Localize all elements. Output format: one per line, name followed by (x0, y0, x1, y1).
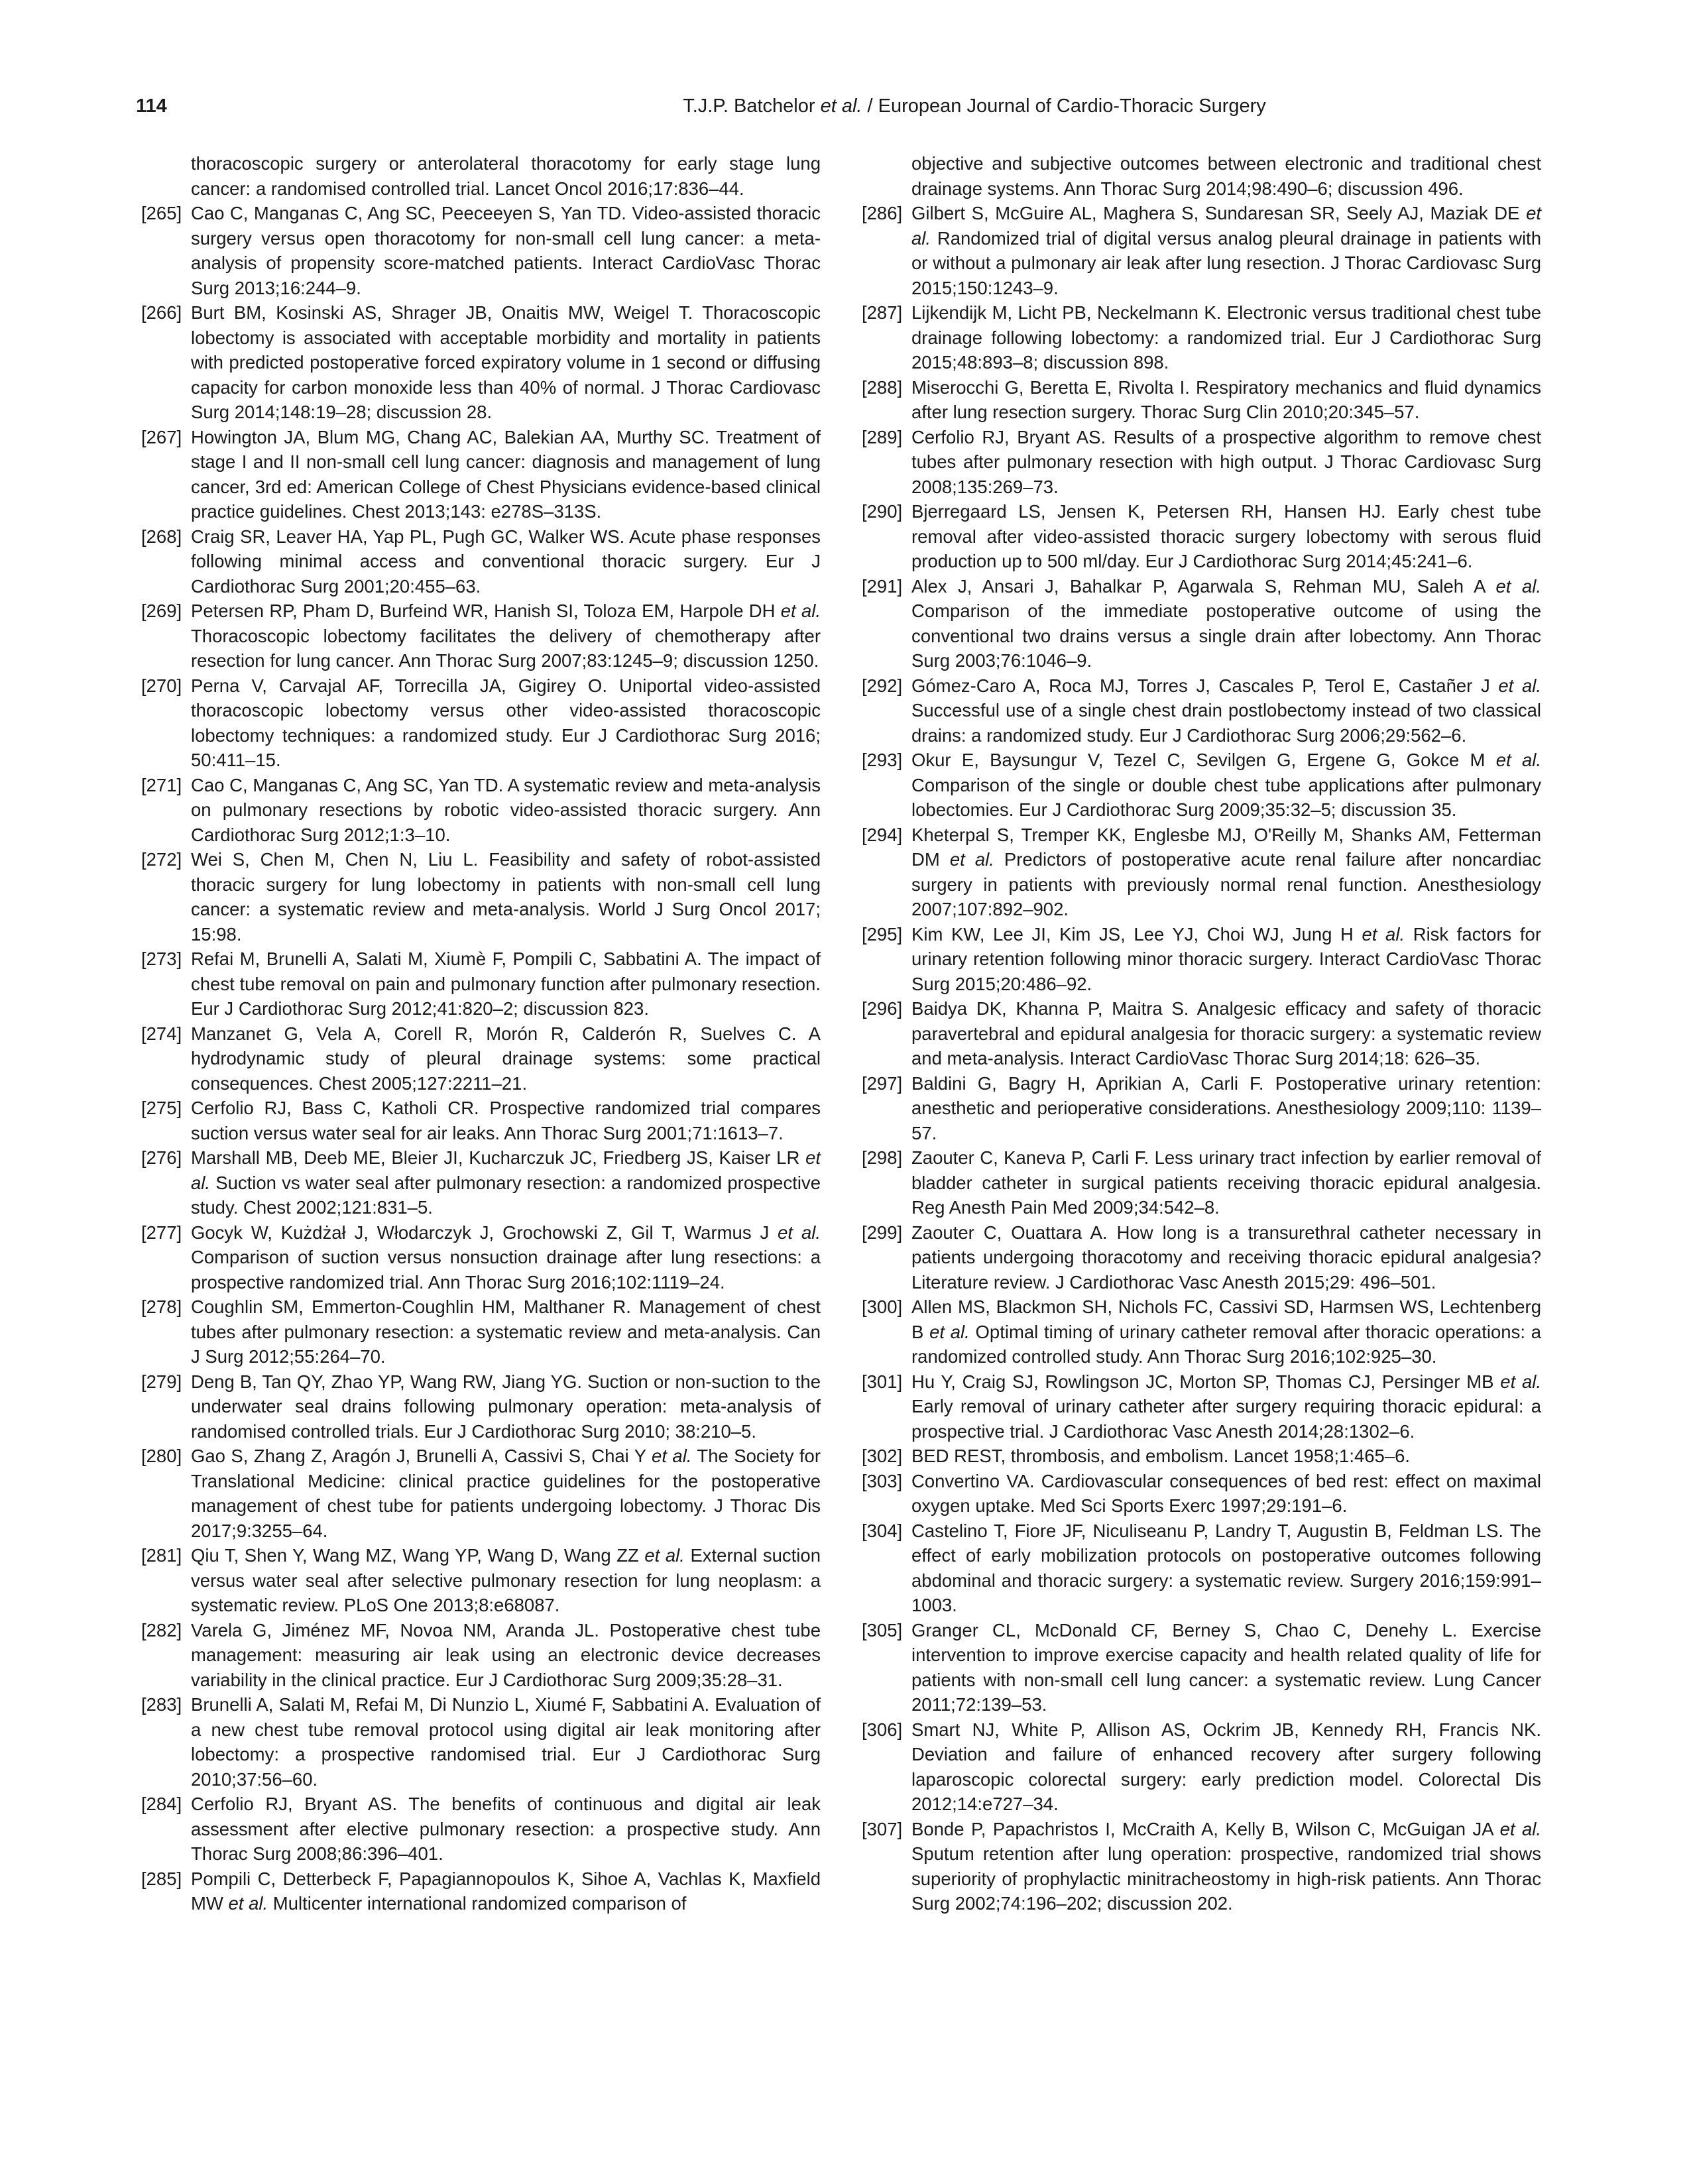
reference-text-main: Perna V, Carvajal AF, Torrecilla JA, Gigirey O. Uniportal video-assisted thoracoscopic lobectomy versus other video-assisted thoracoscopic lobectomy techniques: a randomized study. Eur J Cardiothorac Surg 2016; 50:411–15. (191, 675, 821, 770)
reference-text-main: Granger CL, McDonald CF, Berney S, Chao C, Denehy L. Exercise intervention to improve exercise capacity and health related quality of life for patients with non-small cell lung cancer: a systematic review. Lung Cancer 2011;72:139–53. (911, 1619, 1541, 1715)
reference-text (911, 201, 1541, 300)
reference-text (911, 1817, 1541, 1916)
reference-number: [286] (862, 203, 903, 223)
reference-text (911, 300, 1541, 375)
reference-text (911, 499, 1541, 574)
reference-text (191, 1692, 821, 1792)
reference-text-main: Cerfolio RJ, Bryant AS. Results of a prospective algorithm to remove chest tubes after pulmonary resection with high output. J Thorac Cardiovasc Surg 2008;135:269–73. (911, 426, 1541, 497)
reference-et-al: et al. (778, 1222, 821, 1243)
reference-number: [298] (862, 1147, 903, 1168)
reference-entry (141, 1692, 821, 1792)
reference-text (911, 823, 1541, 922)
reference-text (191, 524, 821, 599)
reference-text-main: Alex J, Ansari J, Bahalkar P, Agarwala S, Rehman MU, Saleh A (911, 575, 1496, 597)
reference-number: [275] (141, 1098, 182, 1118)
reference-number: [302] (862, 1446, 903, 1466)
reference-text-main: Smart NJ, White P, Allison AS, Ockrim JB, Kennedy RH, Francis NK. Deviation and failure of enhanced recovery after surgery following laparoscopic colorectal surgery: early prediction model. Colorectal Dis 2012;14:e727–34. (911, 1719, 1541, 1814)
reference-number: [282] (141, 1619, 182, 1640)
reference-text (191, 1792, 821, 1867)
header-authors: T.J.P. Batchelor (683, 95, 815, 117)
reference-text-rest: The Society for Translational Medicine: clinical practice guidelines for the postoperative management of chest tube for patients undergoing lobectomy. J Thorac Dis 2017;9:3255–64. (191, 1446, 821, 1541)
reference-entry (862, 499, 1541, 574)
reference-text (191, 300, 821, 425)
reference-entry (862, 673, 1541, 748)
reference-text-rest: Early removal of urinary catheter after surgery requiring thoracic epidural: a prospective trial. J Cardiothorac Vasc Anesth 2014;28:1302–6. (911, 1396, 1541, 1442)
reference-number: [304] (862, 1520, 903, 1541)
running-header (544, 93, 1405, 119)
reference-et-al: et al. (1362, 923, 1405, 945)
reference-text-main: Castelino T, Fiore JF, Niculiseanu P, Landry T, Augustin B, Feldman LS. The effect of early mobilization protocols on postoperative outcomes following abdominal and thoracic surgery: a systematic review. Surgery 2016;159:991–1003. (911, 1520, 1541, 1615)
reference-number: [290] (862, 501, 903, 522)
reference-text-main: Cerfolio RJ, Bass C, Katholi CR. Prospective randomized trial compares suction versus water seal for air leaks. Ann Thorac Surg 2001;71:1613–7. (191, 1098, 821, 1143)
reference-text-main: Gocyk W, Kużdżał J, Włodarczyk J, Grochowski Z, Gil T, Warmus J (191, 1222, 778, 1243)
right-column-continuation: objective and subjective outcomes between electronic and traditional chest drainage systems. Ann Thorac Surg 2014;98:490–6; discussion 496. (911, 153, 1541, 199)
reference-text (911, 673, 1541, 748)
reference-entry (141, 673, 821, 773)
reference-et-al: et al. (780, 601, 821, 621)
reference-entry (862, 375, 1541, 425)
reference-entry (141, 1618, 821, 1693)
page-number: 114 (136, 95, 167, 117)
reference-number: [271] (141, 774, 182, 795)
reference-text-main: Bjerregaard LS, Jensen K, Petersen RH, Hansen HJ. Early chest tube removal after video-assisted thoracic surgery lobectomy with serous fluid production up to 500 ml/day. Eur J Cardiothorac Surg 2014;45:241–6. (911, 501, 1541, 571)
reference-number: [284] (141, 1794, 182, 1814)
reference-text-main: Okur E, Baysungur V, Tezel C, Sevilgen G, Ergene G, Gokce M (911, 750, 1496, 770)
reference-text-main: Zaouter C, Kaneva P, Carli F. Less urinary tract infection by earlier removal of bladder catheter in surgical patients receiving thoracic epidural analgesia. Reg Anesth Pain Med 2009;34:542–8. (911, 1147, 1541, 1218)
reference-entry (141, 847, 821, 947)
reference-et-al: et al. (1495, 750, 1541, 770)
reference-text-main: Craig SR, Leaver HA, Yap PL, Pugh GC, Walker WS. Acute phase responses following minimal access and conventional thoracic surgery. Eur J Cardiothorac Surg 2001;20:455–63. (191, 526, 821, 597)
reference-text (191, 1618, 821, 1693)
reference-number: [288] (862, 376, 903, 398)
reference-et-al: et al. (652, 1446, 692, 1466)
reference-text-rest: Risk factors for urinary retention following minor thoracic surgery. Interact CardioVasc Thorac Surg 2015;20:486–92. (911, 923, 1541, 994)
reference-text (911, 1618, 1541, 1717)
reference-number: [269] (141, 601, 182, 621)
reference-et-al: et al. (949, 849, 994, 870)
reference-text (191, 1220, 821, 1295)
reference-number: [283] (141, 1694, 182, 1715)
reference-number: [277] (141, 1222, 182, 1243)
reference-number: [281] (141, 1545, 182, 1566)
reference-number: [294] (862, 824, 903, 845)
reference-text (191, 773, 821, 848)
reference-text (191, 1369, 821, 1444)
reference-text-main: Zaouter C, Ouattara A. How long is a transurethral catheter necessary in patients undergoing thoracotomy and receiving thoracic epidural analgesia? Literature review. J Cardiothorac Vasc Anesth 2015;29: 496–501. (911, 1222, 1541, 1293)
reference-text (911, 996, 1541, 1071)
right-reference-list (862, 201, 1541, 1916)
reference-text-rest: Predictors of postoperative acute renal failure after noncardiac surgery in patients with previously normal renal function. Anesthesiology 2007;107:892–902. (911, 849, 1541, 919)
reference-entry (862, 1294, 1541, 1369)
reference-number: [297] (862, 1072, 903, 1094)
reference-text (911, 574, 1541, 673)
reference-entry (141, 1369, 821, 1444)
reference-entry (862, 1145, 1541, 1220)
reference-number: [276] (141, 1147, 182, 1168)
reference-text (191, 1444, 821, 1543)
reference-text-main: Baldini G, Bagry H, Aprikian A, Carli F. Postoperative urinary retention: anesthetic and perioperative considerations. Anesthesiology 2009;110: 1139–57. (911, 1072, 1541, 1143)
reference-number: [307] (862, 1818, 903, 1839)
reference-text (911, 1220, 1541, 1295)
reference-number: [267] (141, 426, 182, 447)
reference-text (911, 922, 1541, 997)
reference-text-main: Wei S, Chen M, Chen N, Liu L. Feasibility and safety of robot-assisted thoracic surgery for lung lobectomy in patients with non-small cell lung cancer: a systematic review and meta-analysis. World J Surg Oncol 2017; 15:98. (191, 849, 821, 945)
reference-text-main: Cao C, Manganas C, Ang SC, Yan TD. A systematic review and meta-analysis on pulmonary resections by robotic video-assisted thoracic surgery. Ann Cardiothorac Surg 2012;1:3–10. (191, 774, 821, 845)
reference-text (191, 1145, 821, 1220)
reference-text-main: Lijkendijk M, Licht PB, Neckelmann K. Electronic versus traditional chest tube drainage following lobectomy: a randomized trial. Eur J Cardiothorac Surg 2015;48:893–8; discussion 898. (911, 302, 1541, 373)
reference-text-main: Petersen RP, Pham D, Burfeind WR, Hanish SI, Toloza EM, Harpole DH (191, 601, 781, 621)
reference-text (191, 1543, 821, 1618)
reference-text-rest: Comparison of suction versus nonsuction drainage after lung resections: a prospective randomized trial. Ann Thorac Surg 2016;102:1119–24. (191, 1247, 821, 1293)
reference-entry (141, 1543, 821, 1618)
reference-number: [300] (862, 1296, 903, 1317)
reference-text-rest: External suction versus water seal after selective pulmonary resection for lung neoplasm: a systematic review. PLoS One 2013;8:e68087. (191, 1545, 821, 1615)
reference-text-rest: Comparison of the single or double chest tube applications after pulmonary lobectomies. Eur J Cardiothorac Surg 2009;35:32–5; discussion 35. (911, 774, 1541, 820)
reference-entry (141, 1220, 821, 1295)
reference-number: [279] (141, 1371, 182, 1392)
reference-text-main: Kim KW, Lee JI, Kim JS, Lee YJ, Choi WJ, Jung H (911, 923, 1362, 945)
reference-text (911, 1519, 1541, 1618)
reference-text-main: Brunelli A, Salati M, Refai M, Di Nunzio L, Xiumé F, Sabbatini A. Evaluation of a new chest tube removal protocol using digital air leak monitoring after lobectomy: a prospective randomised trial. Eur J Cardiothorac Surg 2010;37:56–60. (191, 1694, 821, 1790)
reference-text-main: Gao S, Zhang Z, Aragón J, Brunelli A, Cassivi S, Chai Y (191, 1446, 652, 1466)
reference-entry (141, 1096, 821, 1145)
reference-number: [287] (862, 302, 903, 323)
reference-text (911, 1145, 1541, 1220)
reference-text-main: Manzanet G, Vela A, Corell R, Morón R, Calderón R, Suelves C. A hydrodynamic study of pleural drainage systems: some practical consequences. Chest 2005;127:2211–21. (191, 1023, 821, 1094)
reference-entry (141, 947, 821, 1021)
reference-number: [295] (862, 923, 903, 945)
reference-number: [285] (141, 1868, 182, 1889)
reference-text-main: Allen MS, Blackmon SH, Nichols FC, Cassivi SD, Harmsen WS, Lechtenberg B (911, 1296, 1541, 1342)
reference-number: [299] (862, 1222, 903, 1243)
reference-text-main: Gilbert S, McGuire AL, Maghera S, Sundaresan SR, Seely AJ, Maziak DE (911, 203, 1527, 223)
reference-text-rest: Randomized trial of digital versus analog pleural drainage in patients with or without a pulmonary air leak after lung resection. J Thorac Cardiovasc Surg 2015;150:1243–9. (911, 227, 1541, 298)
reference-number: [266] (141, 302, 182, 323)
reference-number: [292] (862, 675, 903, 696)
reference-text-main: Burt BM, Kosinski AS, Shrager JB, Onaitis MW, Weigel T. Thoracoscopic lobectomy is associated with acceptable morbidity and mortality in patients with predicted postoperative forced expiratory volume in 1 second or diffusing capacity for carbon monoxide less than 40% of normal. J Thorac Cardiovasc Surg 2014;148:19–28; discussion 28. (191, 302, 821, 422)
reference-text (191, 1021, 821, 1096)
reference-text-main: Kheterpal S, Tremper KK, Englesbe MJ, O'Reilly M, Shanks AM, Fetterman DM (911, 824, 1541, 870)
header-journal: / European Journal of Cardio-Thoracic Surgery (862, 95, 1266, 117)
reference-entry (862, 1369, 1541, 1444)
reference-text (911, 425, 1541, 500)
reference-entry (141, 300, 821, 425)
reference-entry (862, 748, 1541, 823)
reference-entry (862, 922, 1541, 997)
reference-text-main: BED REST, thrombosis, and embolism. Lancet 1958;1:465–6. (911, 1446, 1411, 1466)
reference-text (911, 375, 1541, 425)
reference-text (191, 1294, 821, 1369)
reference-number: [296] (862, 998, 903, 1019)
reference-entry (862, 996, 1541, 1071)
reference-entry (141, 1444, 821, 1543)
reference-entry (141, 1294, 821, 1369)
reference-text (911, 748, 1541, 823)
reference-text-main: Coughlin SM, Emmerton-Coughlin HM, Malthaner R. Management of chest tubes after pulmonary resection: a systematic review and meta-analysis. Can J Surg 2012;55:264–70. (191, 1296, 821, 1367)
reference-text-main: Deng B, Tan QY, Zhao YP, Wang RW, Jiang YG. Suction or non-suction to the underwater seal drains following pulmonary operation: meta-analysis of randomised controlled trials. Eur J Cardiothorac Surg 2010; 38:210–5. (191, 1371, 821, 1442)
reference-entry (862, 1519, 1541, 1618)
reference-text-rest: Thoracoscopic lobectomy facilitates the delivery of chemotherapy after resection for lung cancer. Ann Thorac Surg 2007;83:1245–9; discussion 1250. (191, 625, 821, 671)
reference-text-main: Miserocchi G, Beretta E, Rivolta I. Respiratory mechanics and fluid dynamics after lung resection surgery. Thorac Surg Clin 2010;20:345–57. (911, 376, 1541, 422)
reference-entry (862, 1469, 1541, 1519)
reference-text (191, 673, 821, 773)
reference-number: [280] (141, 1446, 182, 1466)
reference-text (911, 1717, 1541, 1817)
reference-number: [301] (862, 1371, 903, 1392)
reference-text-main: Qiu T, Shen Y, Wang MZ, Wang YP, Wang D, Wang ZZ (191, 1545, 645, 1566)
reference-number: [274] (141, 1023, 182, 1044)
reference-number: [278] (141, 1296, 182, 1317)
reference-number: [272] (141, 849, 182, 870)
reference-number: [305] (862, 1619, 903, 1640)
reference-et-al: et al. (228, 1893, 268, 1914)
reference-text (911, 1444, 1541, 1469)
reference-entry (862, 574, 1541, 673)
reference-text-main: Bonde P, Papachristos I, McCraith A, Kelly B, Wilson C, McGuigan JA (911, 1818, 1500, 1839)
reference-entry (862, 1717, 1541, 1817)
reference-text-rest: Sputum retention after lung operation: prospective, randomized trial shows superiority of prophylactic minitracheostomy in high-risk patients. Ann Thorac Surg 2002;74:196–202; discussion 202. (911, 1843, 1541, 1914)
reference-entry (141, 1145, 821, 1220)
reference-text-main: Gómez-Caro A, Roca MJ, Torres J, Cascales P, Terol E, Castañer J (911, 675, 1499, 696)
reference-entry (862, 1444, 1541, 1469)
left-column-continuation: thoracoscopic surgery or anterolateral thoracotomy for early stage lung cancer: a randomised controlled trial. Lancet Oncol 2016;17:836–44. (191, 153, 821, 199)
reference-text (911, 1294, 1541, 1369)
reference-text (911, 1369, 1541, 1444)
reference-number: [270] (141, 675, 182, 696)
reference-et-al: et al. (1499, 1818, 1541, 1839)
left-column (141, 151, 821, 1916)
reference-text (191, 847, 821, 947)
right-column (862, 151, 1541, 1916)
reference-entry (862, 300, 1541, 375)
reference-entry (141, 425, 821, 524)
reference-text-main: Marshall MB, Deeb ME, Bleier JI, Kucharczuk JC, Friedberg JS, Kaiser LR (191, 1147, 806, 1168)
reference-entry (862, 201, 1541, 300)
reference-et-al: et al. (644, 1545, 685, 1566)
reference-entry (141, 599, 821, 673)
reference-number: [293] (862, 750, 903, 770)
reference-text (191, 1867, 821, 1916)
reference-entry (862, 1817, 1541, 1916)
reference-et-al: et al. (929, 1321, 970, 1342)
reference-text (191, 1096, 821, 1145)
reference-entry (862, 1618, 1541, 1717)
reference-text-main: Convertino VA. Cardiovascular consequences of bed rest: effect on maximal oxygen uptake. Med Sci Sports Exerc 1997;29:191–6. (911, 1470, 1541, 1516)
reference-text (191, 201, 821, 300)
reference-entry (862, 1220, 1541, 1295)
reference-text-main: Baidya DK, Khanna P, Maitra S. Analgesic efficacy and safety of thoracic paravertebral and epidural analgesia for thoracic surgery: a systematic review and meta-analysis. Interact CardioVasc Thorac Surg 2014;18: 626–35. (911, 998, 1541, 1068)
reference-entry (141, 773, 821, 848)
reference-entry (862, 1071, 1541, 1146)
reference-text-rest: Multicenter international randomized comparison of (268, 1893, 687, 1914)
reference-text-rest: Optimal timing of urinary catheter removal after thoracic operations: a randomized controlled study. Ann Thorac Surg 2016;102:925–30. (911, 1321, 1542, 1367)
reference-text-rest: Suction vs water seal after pulmonary resection: a randomized prospective study. Chest 2002;121:831–5. (191, 1172, 821, 1218)
reference-text-rest: Comparison of the immediate postoperative outcome of using the conventional two drains versus a single drain after lobectomy. Ann Thorac Surg 2003;76:1046–9. (911, 601, 1541, 671)
reference-text-main: Howington JA, Blum MG, Chang AC, Balekian AA, Murthy SC. Treatment of stage I and II non-small cell lung cancer: diagnosis and management of lung cancer, 3rd ed: American College of Chest Physicians evidence-based clinical practice guidelines. Chest 2013;143: e278S–313S. (191, 426, 821, 522)
reference-text-main: Pompili C, Detterbeck F, Papagiannopoulos K, Sihoe A, Vachlas K, Maxfield MW (191, 1868, 821, 1914)
reference-number: [306] (862, 1719, 903, 1740)
reference-number: [291] (862, 575, 903, 597)
reference-text (191, 599, 821, 673)
reference-text-rest: Successful use of a single chest drain postlobectomy instead of two classical drains: a randomized study. Eur J Cardiothorac Surg 2006;29:562–6. (911, 700, 1541, 746)
reference-number: [265] (141, 203, 182, 223)
reference-entry (141, 524, 821, 599)
reference-text (191, 947, 821, 1021)
reference-number: [268] (141, 526, 182, 547)
reference-entry (141, 1021, 821, 1096)
reference-text-main: Refai M, Brunelli A, Salati M, Xiumè F, Pompili C, Sabbatini A. The impact of chest tube removal on pain and pulmonary function after pulmonary resection. Eur J Cardiothorac Surg 2012;41:820–2; discussion 823. (191, 948, 821, 1019)
reference-text-main: Cerfolio RJ, Bryant AS. The benefits of continuous and digital air leak assessment after elective pulmonary resection: a prospective study. Ann Thorac Surg 2008;86:396–401. (191, 1794, 821, 1864)
reference-number: [273] (141, 948, 182, 969)
reference-et-al: et al. (911, 203, 1541, 249)
reference-et-al: et al. (191, 1147, 821, 1193)
reference-et-al: et al. (1498, 675, 1541, 696)
reference-text (911, 1469, 1541, 1519)
reference-et-al: et al. (1500, 1371, 1542, 1392)
reference-text (191, 425, 821, 524)
reference-number: [303] (862, 1470, 903, 1491)
reference-text-main: Hu Y, Craig SJ, Rowlingson JC, Morton SP, Thomas CJ, Persinger MB (911, 1371, 1501, 1392)
reference-text (911, 1071, 1541, 1146)
reference-et-al: et al. (1495, 575, 1541, 597)
reference-entry (141, 1792, 821, 1867)
reference-entry (862, 425, 1541, 500)
reference-text-main: Cao C, Manganas C, Ang SC, Peeceeyen S, Yan TD. Video-assisted thoracic surgery versus open thoracotomy for non-small cell lung cancer: a meta-analysis of propensity score-matched patients. Interact CardioVasc Thorac Surg 2013;16:244–9. (191, 203, 821, 298)
header-et-al: et al. (820, 95, 862, 117)
reference-number: [289] (862, 426, 903, 447)
reference-entry (141, 1867, 821, 1916)
reference-entry (862, 823, 1541, 922)
reference-text-main: Varela G, Jiménez MF, Novoa NM, Aranda JL. Postoperative chest tube management: measuring air leak using an electronic device decreases variability in the clinical practice. Eur J Cardiothorac Surg 2009;35:28–31. (191, 1619, 821, 1690)
reference-entry (141, 201, 821, 300)
left-reference-list (141, 201, 821, 1916)
